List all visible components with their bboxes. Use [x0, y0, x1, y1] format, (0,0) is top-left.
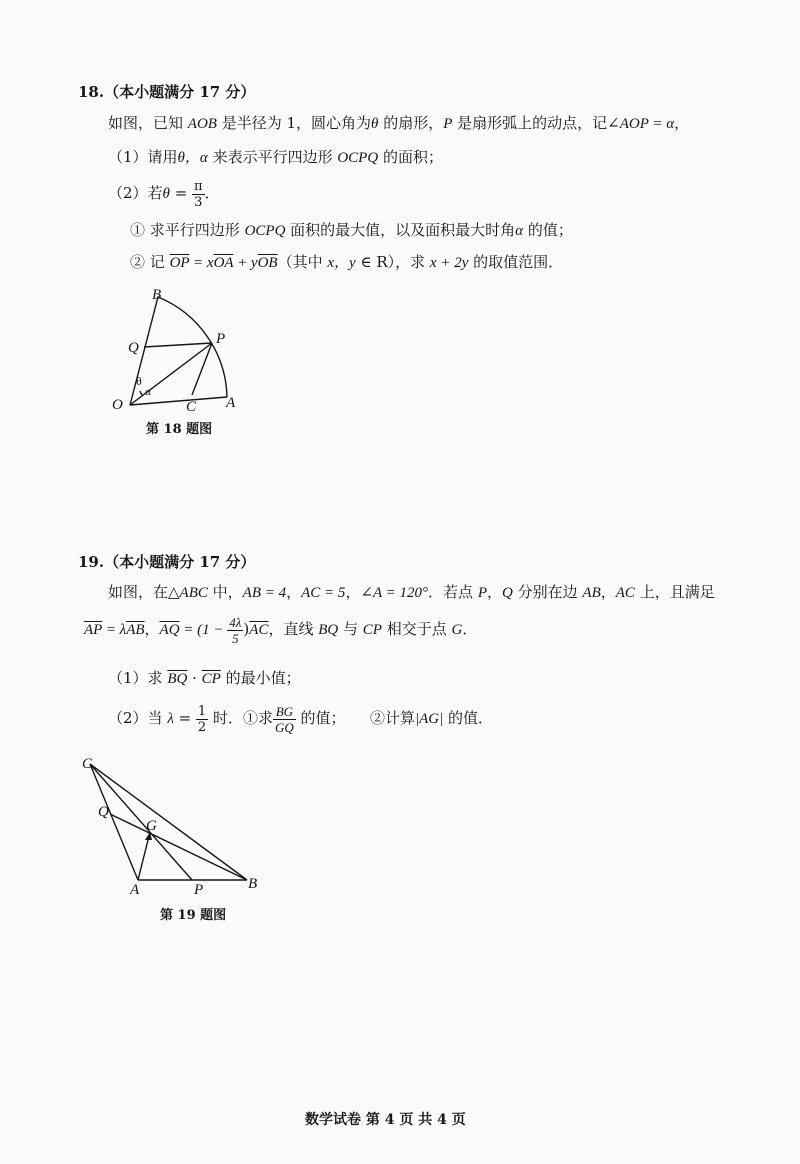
q18-part1 [130, 220, 573, 241]
circled-one-icon: ① [130, 221, 146, 239]
vector-ab: $\overline{AB}$ [126, 622, 145, 638]
q19-sub1-label: （1）求 [108, 669, 168, 687]
label-b: B [152, 287, 162, 303]
q18-sub2 [108, 177, 220, 210]
q19-stem-text: ， [487, 583, 503, 601]
q19-edge-ac: AC [615, 585, 635, 601]
q19-sub2-text: 的值． [443, 709, 494, 727]
q18-part2-eq: = x [189, 255, 214, 271]
q18-stem-text: 是扇形弧上的动点，记 [452, 114, 608, 132]
q19-frac-bg-gq [273, 704, 296, 735]
q18-sector-name: AOB [187, 116, 217, 132]
q19-line-cp: CP [362, 622, 382, 638]
q18-sub1-text: 的面积； [378, 148, 443, 166]
q19-number: 19. [78, 553, 105, 571]
q19-frac-den: 2 [197, 719, 207, 735]
q19-stem-text: 如图，在 [108, 583, 169, 601]
label-b: B [248, 876, 258, 892]
q18-angle-def: ∠AOP = α [607, 116, 675, 132]
q19-stem-text: ， [286, 583, 302, 601]
q19-sub2-label: （2）当 [108, 709, 168, 727]
q18-sub1-vars: θ，α [177, 150, 208, 166]
label-o: O [112, 397, 123, 413]
q18-alpha: α [515, 223, 524, 239]
q19-ag-magnitude: |AG| [415, 711, 444, 727]
q18-parallelogram: OCPQ [244, 223, 286, 239]
vector-ap: $\overline{AP}$ [84, 622, 103, 638]
q19-sub1-dot: · [187, 669, 202, 687]
segment-qp [144, 343, 212, 347]
q18-parallelogram: OCPQ [337, 150, 379, 166]
q19-sub2 [108, 700, 346, 737]
q19-frac-num: 4λ [229, 614, 242, 630]
q19-sub1-text: 的最小值； [220, 669, 301, 687]
q18-number: 18. [78, 83, 105, 101]
q19-cond-text: ， [144, 620, 160, 638]
q18-part2-text: （其中 [277, 253, 328, 271]
q18-part2-expr: x + 2y [429, 255, 469, 271]
q19-sub2-text: 的值； [295, 709, 346, 727]
label-g: G [146, 818, 157, 834]
vector-cp: $\overline{CP}$ [201, 671, 221, 687]
q19-cond-text: ) [243, 620, 250, 638]
q19-caption: 第 19 题图 [160, 908, 227, 923]
q19-frac-den: 5 [232, 630, 239, 646]
q18-frac-num: π [194, 178, 203, 194]
q18-sub1 [108, 147, 443, 168]
q18-part1-text: 面积的最大值，以及面积最大时角 [285, 221, 516, 239]
q19-frac-num: BG [273, 704, 296, 720]
label-a: A [226, 395, 236, 411]
q19-stem-text: 分别在边 [512, 583, 583, 601]
q19-frac-half [196, 704, 208, 735]
q18-sub2-theta: θ [162, 186, 170, 202]
q19-stem-text: 中， [207, 583, 243, 601]
q19-stem-text: 上，且满足 [634, 583, 715, 601]
q18-part2-plus: + y [233, 255, 258, 271]
q19-sub2-part2-label: ②计算 [370, 709, 416, 727]
segment-bq [110, 814, 247, 880]
q19-edge-ab: AB [582, 585, 601, 601]
q19-frac-den: GQ [275, 719, 294, 735]
q19-sub2-part2 [370, 708, 493, 729]
q19-angle-a: ∠A = 120° [360, 585, 429, 601]
q18-stem-text: 的扇形， [378, 114, 444, 132]
q19-cond-text: 相交于点 [381, 620, 452, 638]
q19-sub2-text: 时． [208, 709, 243, 727]
q19-frac-num: 1 [197, 703, 207, 719]
q18-part2-text: 的取值范围． [468, 253, 564, 271]
q18-sub2-eq: = [169, 184, 193, 202]
q19-ab-length: AB = 4 [242, 585, 287, 601]
q18-part1-text: 求平行四边形 [145, 221, 245, 239]
q18-frac-den: 3 [194, 194, 203, 210]
q18-sub2-text: ． [204, 184, 220, 202]
q18-part2-text: 记 [145, 253, 170, 271]
q19-stem [108, 582, 715, 603]
q19-cond-text: ． [462, 620, 478, 638]
segment-oa [130, 397, 227, 405]
q18-sub2-label: （2）若 [108, 184, 163, 202]
q18-stem [108, 113, 689, 134]
q18-stem-text: ， [674, 114, 690, 132]
vector-ac: $\overline{AC}$ [249, 622, 269, 638]
q19-lambda: λ [167, 711, 174, 727]
q18-theta: θ [371, 116, 379, 132]
q18-caption: 第 18 题图 [146, 422, 213, 437]
q18-sub1-label: （1）请用 [108, 148, 178, 166]
q18-part2-text: ，求 [395, 253, 430, 271]
q19-point-g: G [451, 622, 463, 638]
label-p: P [216, 331, 226, 347]
angle-theta-mark [140, 391, 142, 395]
q19-frac-4lambda-5 [227, 615, 243, 646]
segment-cp [90, 764, 192, 880]
q19-ac-length: AC = 5 [301, 585, 346, 601]
q18-part2 [130, 252, 563, 273]
q19-stem-text: ， [345, 583, 361, 601]
label-alpha: α [145, 386, 151, 398]
q18-header [78, 82, 255, 102]
q18-part2-text: ∈ R） [355, 253, 396, 271]
vector-ob: $\overline{OB}$ [257, 255, 278, 271]
q19-triangle: △ABC [168, 585, 208, 601]
q18-pi-over-3 [192, 179, 205, 210]
q19-cond-eq: = (1 − [179, 622, 228, 638]
q19-sub1 [108, 668, 301, 689]
q19-triangle-figure [80, 752, 270, 900]
q19-header [78, 552, 255, 572]
q19-cond-text: 与 [338, 620, 363, 638]
label-p: P [194, 882, 204, 898]
label-c: C [82, 756, 93, 772]
vector-op: $\overline{OP}$ [169, 255, 190, 271]
q19-condition [84, 612, 477, 647]
q19-sub2-eq: = [173, 709, 196, 727]
label-theta: θ [136, 374, 142, 388]
q18-sub1-text: 来表示平行四边形 [207, 148, 338, 166]
q19-cond-eq: = λ [102, 622, 127, 638]
q19-points: （本小题满分 17 分） [104, 553, 256, 571]
label-c: C [186, 399, 197, 415]
vector-oa: $\overline{OA}$ [213, 255, 234, 271]
vector-bq: $\overline{BQ}$ [167, 671, 188, 687]
q19-stem-text: ， [600, 583, 616, 601]
label-q: Q [98, 804, 109, 820]
q18-points: （本小题满分 17 分） [104, 83, 256, 101]
q19-sub2-part1: ①求 [242, 709, 273, 727]
q19-point-q: Q [502, 585, 513, 601]
q19-line-bq: BQ [318, 622, 339, 638]
q19-stem-text: ．若点 [428, 583, 478, 601]
circled-two-icon: ② [130, 253, 146, 271]
q18-part1-text: 的值； [523, 221, 573, 239]
q19-cond-text: ，直线 [268, 620, 319, 638]
q18-part2-xy: x，y [327, 255, 356, 271]
page-footer: 数学试卷 第 4 页 共 4 页 [305, 1112, 466, 1128]
q18-stem-text: 是半径为 1，圆心角为 [216, 114, 372, 132]
label-q: Q [128, 340, 139, 356]
q18-stem-text: 如图，已知 [108, 114, 188, 132]
q19-point-p: P [477, 585, 487, 601]
label-a: A [130, 882, 140, 898]
vector-aq: $\overline{AQ}$ [159, 622, 180, 638]
q18-sector-figure [100, 285, 260, 415]
q18-point-p: P [443, 116, 453, 132]
